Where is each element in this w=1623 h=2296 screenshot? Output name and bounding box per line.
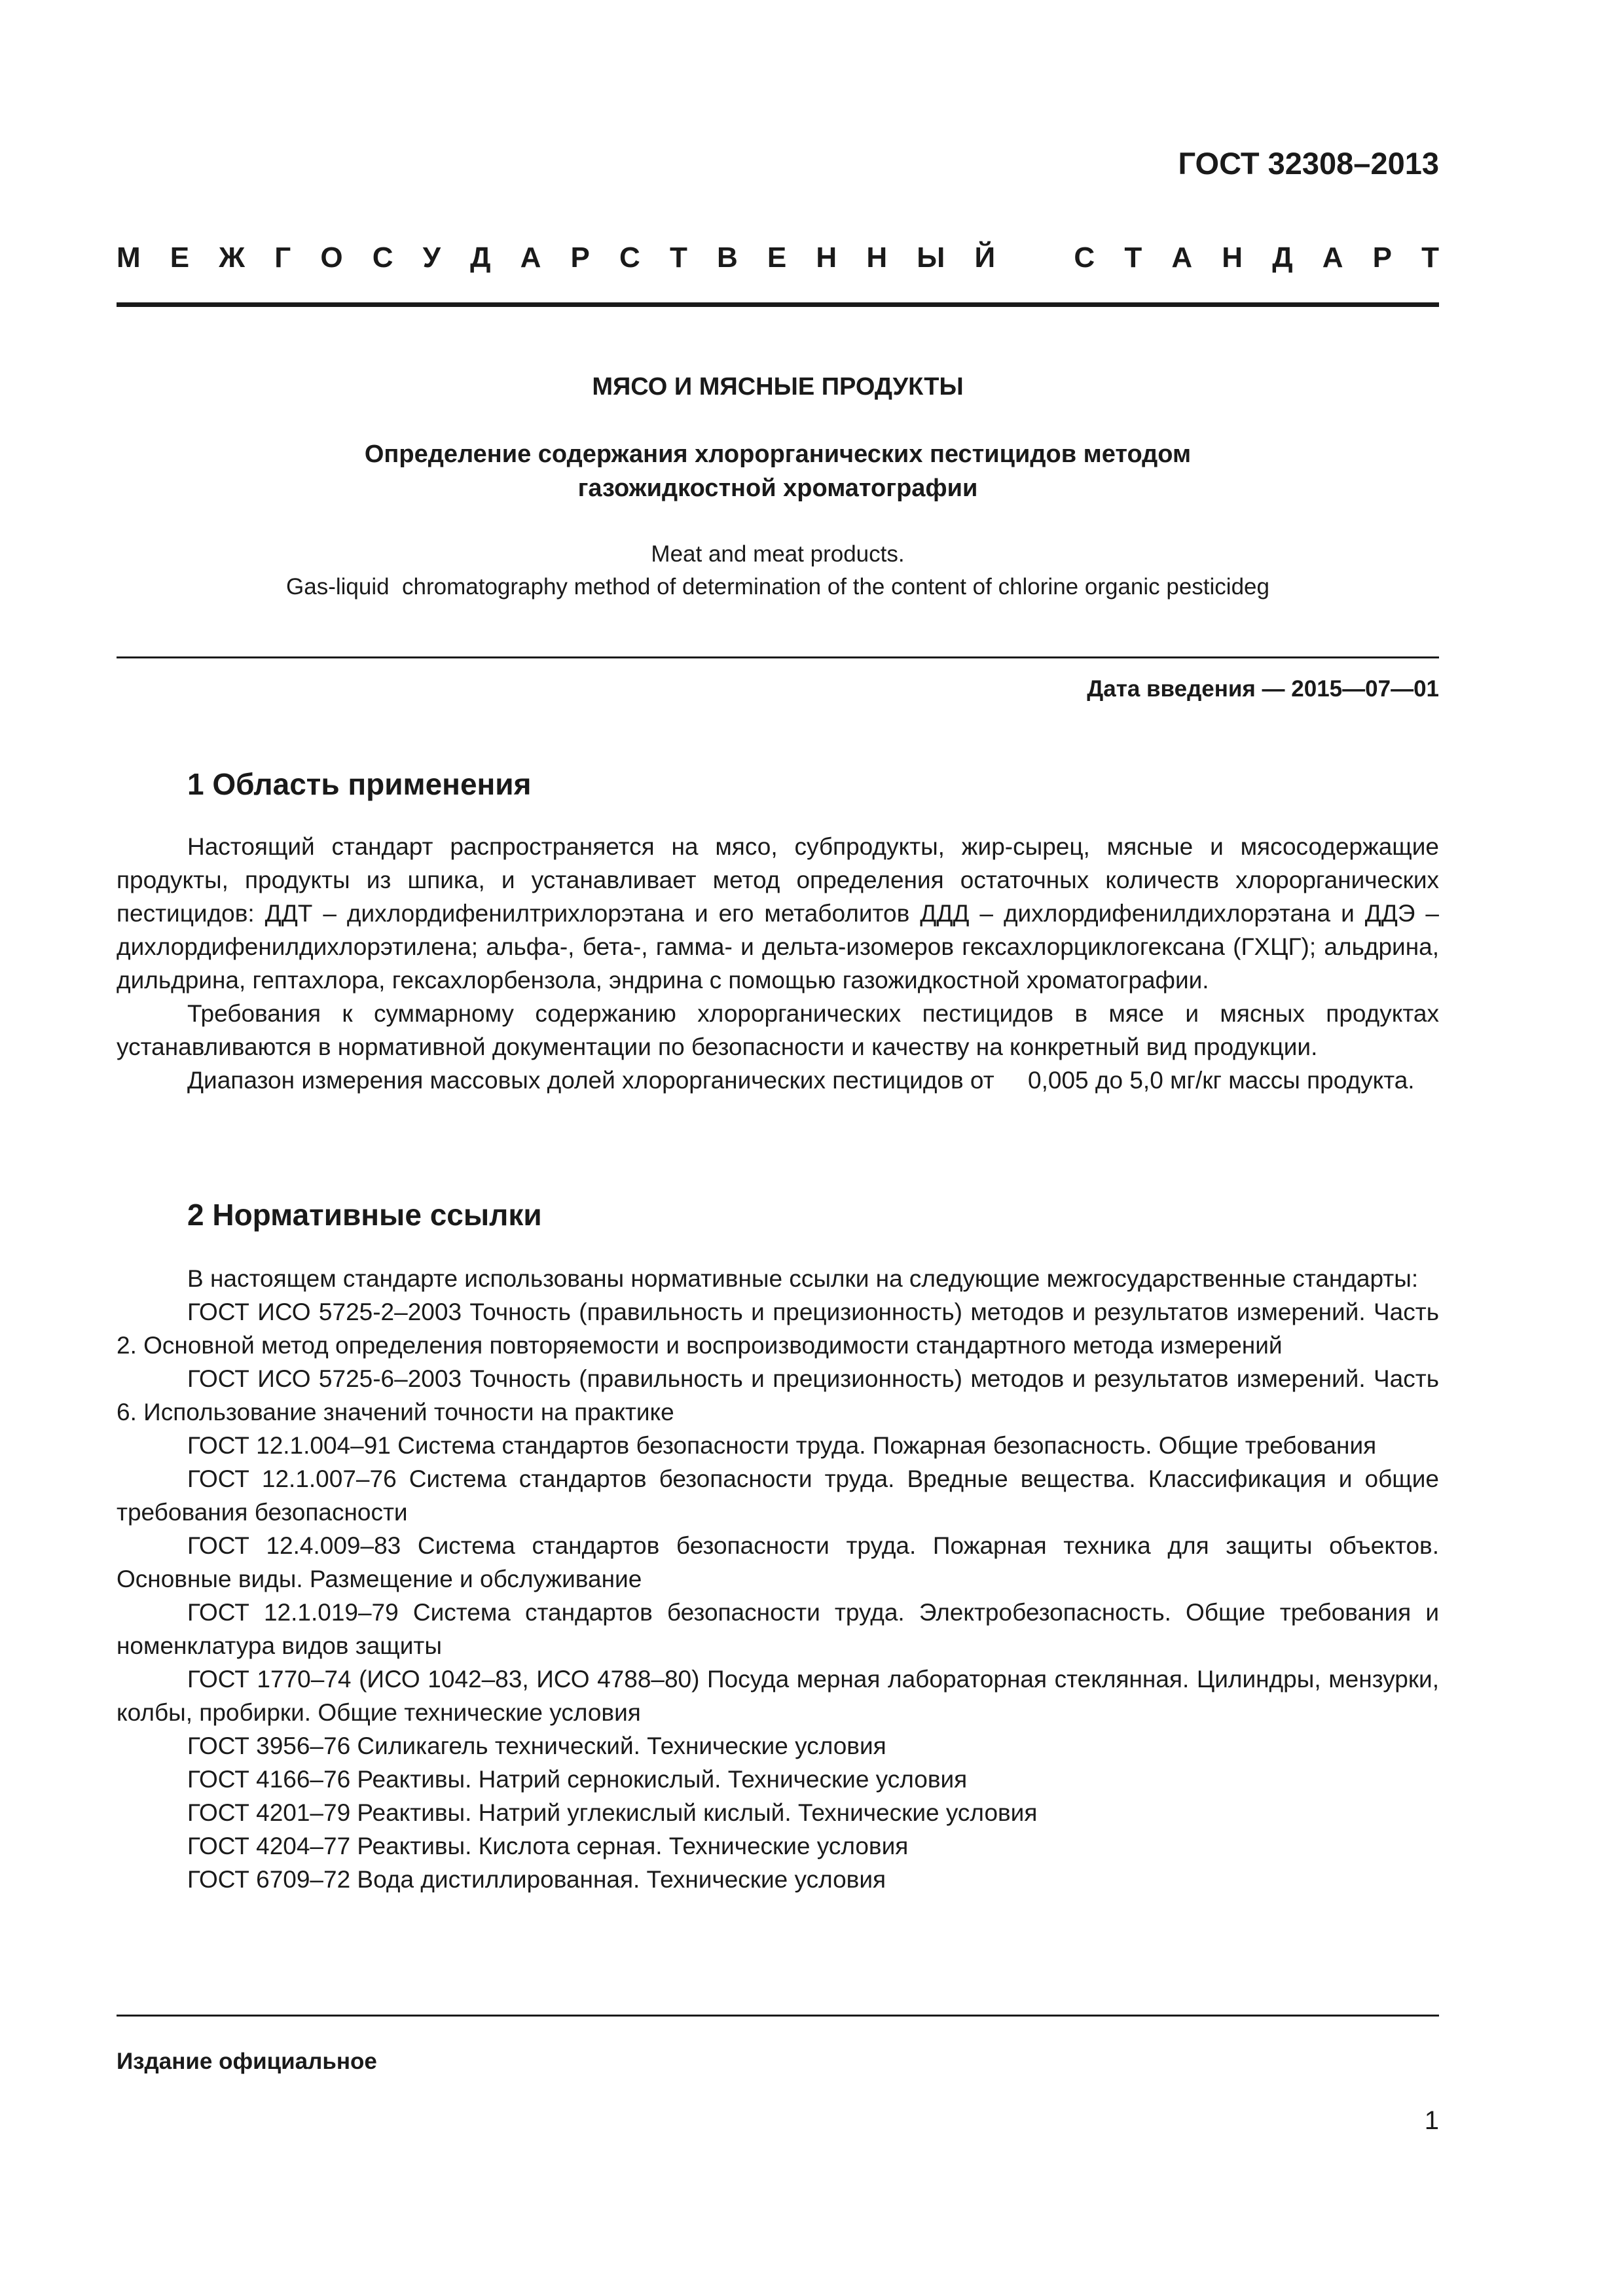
title-subtitle bbox=[117, 437, 1439, 505]
reference-item: ГОСТ 1770–74 (ИСО 1042–83, ИСО 4788–80) Посуда мерная лабораторная стеклянная. Цилиндры, мензурки, колбы, пробирки. Общие технические условия bbox=[117, 1666, 1439, 1726]
standard-type-letter: В bbox=[717, 242, 738, 274]
section2-heading: 2 Нормативные ссылки bbox=[187, 1198, 542, 1232]
standard-type-gap bbox=[1025, 241, 1044, 275]
official-edition-label: Издание официальное bbox=[117, 2049, 377, 2074]
reference-item: В настоящем стандарте использованы нормативные ссылки на следующие межгосударственные стандарты: bbox=[187, 1265, 1419, 1292]
standard-type-letter: А bbox=[520, 242, 541, 274]
standard-type-letter: Й bbox=[974, 242, 996, 274]
standard-type-letter: О bbox=[320, 242, 343, 274]
reference-item: ГОСТ 12.1.004–91 Система стандартов безопасности труда. Пожарная безопасность. Общие требования bbox=[187, 1432, 1377, 1459]
standard-type-letter: Н bbox=[816, 242, 837, 274]
standard-type-letter: Д bbox=[1272, 242, 1293, 274]
reference-item: ГОСТ 12.1.007–76 Система стандартов безопасности труда. Вредные вещества. Классификация и общие требования безопасности bbox=[117, 1465, 1439, 1526]
reference-item: ГОСТ 12.1.019–79 Система стандартов безопасности труда. Электробезопасность. Общие требования и номенклатура видов защиты bbox=[117, 1599, 1439, 1659]
title-english bbox=[117, 538, 1439, 603]
section1-paragraph: Диапазон измерения массовых долей хлорорганических пестицидов от 0,005 до 5,0 мг/кг массы продукта. bbox=[187, 1067, 1415, 1094]
title-english-line2: Gas-liquid chromatography method of determination of the content of chlorine organic pesticideg bbox=[286, 574, 1269, 600]
standard-type-letter: М bbox=[117, 242, 141, 274]
standard-type-letter: Т bbox=[669, 242, 687, 274]
standard-type-letter: Ы bbox=[917, 242, 945, 274]
standard-type-letter: У bbox=[422, 242, 441, 274]
section2-text bbox=[117, 1262, 1439, 1896]
standard-type-letter: Р bbox=[570, 242, 590, 274]
standard-type-letter: Ж bbox=[219, 242, 246, 274]
standard-type-letter: А bbox=[1171, 242, 1193, 274]
standard-type-letter: С bbox=[372, 242, 393, 274]
header-rule bbox=[117, 302, 1439, 307]
standard-type-letter: Е bbox=[170, 242, 190, 274]
page-number: 1 bbox=[1424, 2106, 1439, 2135]
reference-item: ГОСТ 3956–76 Силикагель технический. Технические условия bbox=[187, 1732, 886, 1759]
section1-paragraph: Требования к суммарному содержанию хлорорганических пестицидов в мясе и мясных продуктах устанавливаются в нормативной документации по безопасности и качеству на конкретный вид продукции. bbox=[117, 1000, 1439, 1060]
standard-type-letter: Е bbox=[767, 242, 787, 274]
standard-type bbox=[117, 241, 1439, 275]
reference-item: ГОСТ ИСО 5725-6–2003 Точность (правильность и прецизионность) методов и результатов измерений. Часть 6. Использование значений точности на практике bbox=[117, 1365, 1439, 1426]
standard-type-letter: С bbox=[1074, 242, 1095, 274]
title-main: МЯСО И МЯСНЫЕ ПРОДУКТЫ bbox=[592, 373, 964, 401]
reference-item: ГОСТ 6709–72 Вода дистиллированная. Технические условия bbox=[187, 1866, 886, 1893]
title-english-line1: Meat and meat products. bbox=[651, 541, 905, 567]
standard-type-letter: Н bbox=[866, 242, 888, 274]
reference-item: ГОСТ 12.4.009–83 Система стандартов безопасности труда. Пожарная техника для защиты объектов. Основные виды. Размещение и обслуживание bbox=[117, 1532, 1439, 1592]
doc-number: ГОСТ 32308–2013 bbox=[1178, 146, 1439, 181]
document-page bbox=[117, 0, 1439, 2296]
standard-type-letter: Т bbox=[1124, 242, 1142, 274]
intro-date: Дата введения — 2015—07—01 bbox=[1087, 676, 1439, 702]
standard-type-letter: Т bbox=[1421, 242, 1439, 274]
reference-item: ГОСТ 4201–79 Реактивы. Натрий углекислый кислый. Технические условия bbox=[187, 1799, 1038, 1826]
reference-item: ГОСТ 4204–77 Реактивы. Кислота серная. Технические условия bbox=[187, 1833, 909, 1859]
section1-text bbox=[117, 830, 1439, 1097]
section1-paragraph: Настоящий стандарт распространяется на мясо, субпродукты, жир-сырец, мясные и мясосодержащие продукты, продукты из шпика, и устанавливает метод определения остаточных количеств хлорорганических пестицидов: ДДТ – дихлордифенилтрихлорэтана и его метаболитов ДДД – дихлордифенилдихлорэтана и ДДЭ – дихлордифенилдихлорэтилена; альфа-, бета-, гамма- и дельта-изомеров гексахлорциклогексана (ГХЦГ); альдрина, дильдрина, гептахлора, гексахлорбензола, эндрина с помощью газожидкостной хроматографии. bbox=[117, 833, 1439, 994]
title-subtitle-line2: газожидкостной хроматографии bbox=[577, 475, 978, 502]
standard-type-letter: А bbox=[1322, 242, 1343, 274]
section1-heading: 1 Область применения bbox=[187, 767, 532, 801]
title-subtitle-line1: Определение содержания хлорорганических пестицидов методом bbox=[364, 440, 1192, 468]
standard-type-letter: Р bbox=[1372, 242, 1392, 274]
standard-type-letter: Н bbox=[1222, 242, 1243, 274]
standard-type-letter: Д bbox=[470, 242, 491, 274]
standard-type-letter: С bbox=[619, 242, 640, 274]
footer-rule bbox=[117, 2015, 1439, 2017]
standard-type-letter: Г bbox=[274, 242, 291, 274]
title-rule bbox=[117, 656, 1439, 658]
reference-item: ГОСТ 4166–76 Реактивы. Натрий сернокислый. Технические условия bbox=[187, 1766, 968, 1793]
reference-item: ГОСТ ИСО 5725-2–2003 Точность (правильность и прецизионность) методов и результатов измерений. Часть 2. Основной метод определения повторяемости и воспроизводимости стандартного метода измерений bbox=[117, 1299, 1439, 1359]
